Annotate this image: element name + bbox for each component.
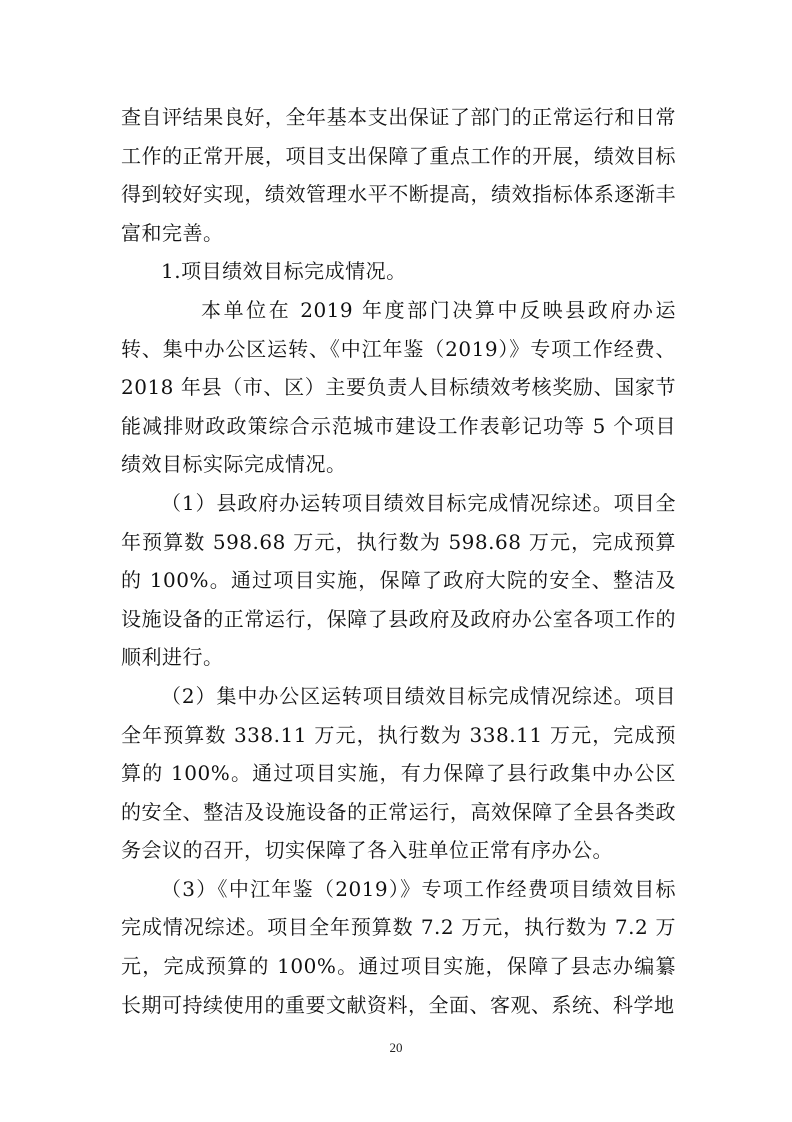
document-body <box>121 98 676 1024</box>
paragraph-item-1-government-office: （1）县政府办运转项目绩效目标完成情况综述。项目全年预算数 598.68 万元，执行数为 598.68 万元，完成预算的 100%。通过项目实施，保障了政府大院的安全、整洁及设施设备的正常运行，保障了县政府及政府办公室各项工作的顺利进行。 <box>121 490 676 670</box>
section-heading-project-targets: 1.项目绩效目标完成情况。 <box>161 259 407 284</box>
paragraph-project-overview: 本单位在 2019 年度部门决算中反映县政府办运转、集中办公区运转、《中江年鉴（2019）》专项工作经费、2018 年县（市、区）主要负责人目标绩效考核奖励、国家节能减排财政政策综合示范城市建设工作表彰记功等 5 个项目绩效目标实际完成情况。 <box>121 297 676 477</box>
paragraph-item-2-office-zone: （2）集中办公区运转项目绩效目标完成情况综述。项目全年预算数 338.11 万元，执行数为 338.11 万元，完成预算的 100%。通过项目实施，有力保障了县行政集中办公区的安全、整洁及设施设备的正常运行，高效保障了全县各类政务会议的召开，切实保障了各入驻单位正常有序办公。 <box>121 683 676 863</box>
paragraph-item-3-yearbook: （3）《中江年鉴（2019）》专项工作经费项目绩效目标完成情况综述。项目全年预算数 7.2 万元，执行数为 7.2 万元，完成预算的 100%。通过项目实施，保障了县志办编纂长期可持续使用的重要文献资料，全面、客观、系统、科学地 <box>121 876 676 1017</box>
paragraph-summary-continuation: 查自评结果良好，全年基本支出保证了部门的正常运行和日常工作的正常开展，项目支出保障了重点工作的开展，绩效目标得到较好实现，绩效管理水平不断提高，绩效指标体系逐渐丰富和完善。 <box>121 105 676 245</box>
page-number: 20 <box>389 1040 403 1055</box>
